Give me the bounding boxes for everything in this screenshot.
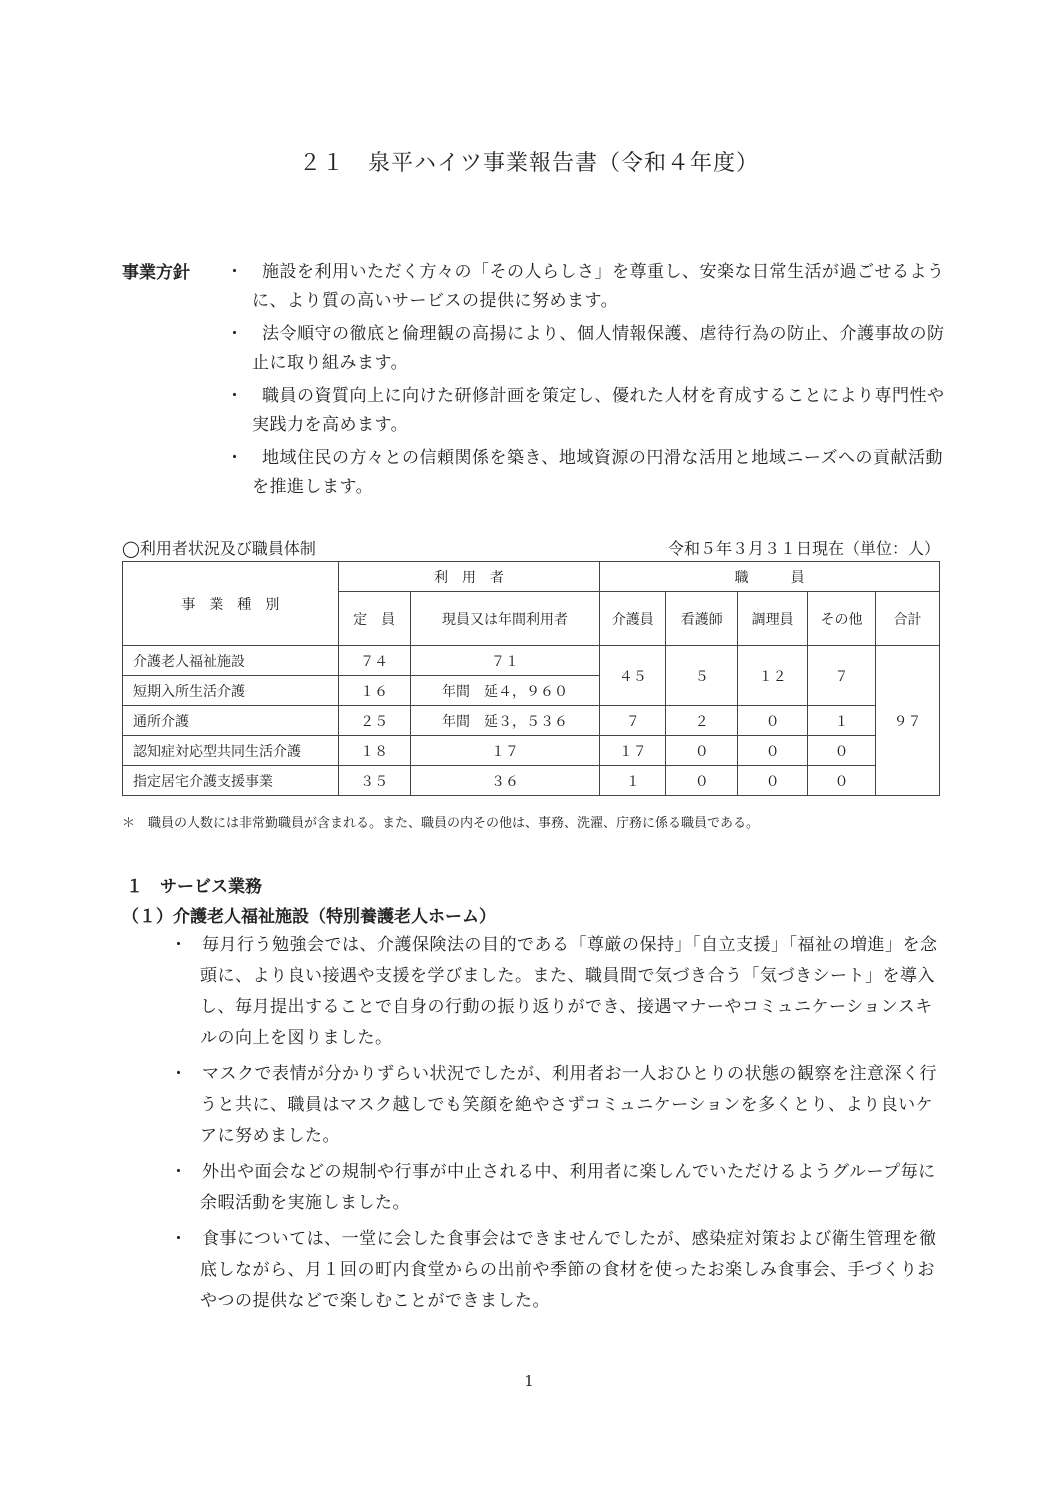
policy-list <box>226 258 946 506</box>
merged-caregiver: ４５ <box>600 646 666 706</box>
table-row: 通所介護 ２５ 年間 延３，５３６ ７ ２ ０ １ <box>123 706 940 736</box>
merged-nurse: ５ <box>666 646 738 706</box>
page-number: 1 <box>524 1372 534 1390</box>
table-row: 介護老人福祉施設 ７４ ７１ ４５ ５ １２ ７ ９７ <box>123 646 940 676</box>
table-row: 指定居宅介護支援事業 ３５ ３６ １ ０ ０ ０ <box>123 766 940 796</box>
table-date: 令和５年３月３１日現在（単位：人） <box>667 539 940 558</box>
bullet-icon: ・ <box>226 262 244 282</box>
bullet-icon: ・ <box>170 935 188 955</box>
service-item: ・ 外出や面会などの規制や行事が中止される中、利用者に楽しんでいただけるようグループ毎に余暇活動を実施しました。 <box>170 1157 945 1219</box>
policy-item: ・ 施設を利用いただく方々の「その人らしさ」を尊重し、安楽な日常生活が過ごせるように、より質の高いサービスの提供に努めます。 <box>226 258 946 316</box>
report-title: ２１ 泉平ハイツ事業報告書（令和４年度） <box>298 151 759 176</box>
table-row: 短期入所生活介護 １６ 年間 延４，９６０ <box>123 676 940 706</box>
bullet-icon: ・ <box>226 448 244 468</box>
service-item: ・ 食事については、一堂に会した食事会はできませんでしたが、感染症対策および衛生管理を徹底しながら、月１回の町内食堂からの出前や季節の食材を使ったお楽しみ食事会、手づくりおやつの提供などで楽しむことができました。 <box>170 1224 945 1317</box>
header-service-type: 事 業 種 別 <box>123 562 339 646</box>
bullet-icon: ・ <box>226 386 244 406</box>
header-nurse: 看護師 <box>666 592 738 646</box>
bullet-icon: ・ <box>170 1229 188 1249</box>
bullet-icon: ・ <box>170 1162 188 1182</box>
table-header-row <box>123 562 940 592</box>
policy-item: ・ 職員の資質向上に向けた研修計画を策定し、優れた人材を育成することにより専門性や実践力を高めます。 <box>226 382 946 440</box>
header-other: その他 <box>808 592 876 646</box>
table-row: 認知症対応型共同生活介護 １８ １７ １７ ０ ０ ０ <box>123 736 940 766</box>
subsection-heading: （１）介護老人福祉施設（特別養護老人ホーム） <box>122 907 496 927</box>
service-item: ・ マスクで表情が分かりずらい状況でしたが、利用者お一人おひとりの状態の観察を注意深く行うと共に、職員はマスク越しでも笑顔を絶やさずコミュニケーションを多くとり、より良いケアに努めました。 <box>170 1059 945 1152</box>
header-current: 現員又は年間利用者 <box>410 592 600 646</box>
merged-cook: １２ <box>738 646 808 706</box>
merged-other: ７ <box>808 646 876 706</box>
header-staff: 職 員 <box>600 562 940 592</box>
section-heading: １ サービス業務 <box>126 877 262 897</box>
bullet-icon: ・ <box>170 1064 188 1084</box>
table-caption: ◯利用者状況及び職員体制 <box>122 539 316 558</box>
bullet-icon: ・ <box>226 324 244 344</box>
total-cell: ９７ <box>876 646 940 796</box>
header-capacity: 定 員 <box>338 592 410 646</box>
policy-item: ・ 法令順守の徹底と倫理観の高揚により、個人情報保護、虐待行為の防止、介護事故の防止に取り組みます。 <box>226 320 946 378</box>
service-item: ・ 毎月行う勉強会では、介護保険法の目的である「尊厳の保持」「自立支援」「福祉の増進」を念頭に、より良い接遇や支援を学びました。また、職員間で気づき合う「気づきシート」を導入し、毎月提出することで自身の行動の振り返りができ、接遇マナーやコミュニケーションスキルの向上を図りました。 <box>170 930 945 1054</box>
header-total: 合計 <box>876 592 940 646</box>
header-cook: 調理員 <box>738 592 808 646</box>
table-footnote: ＊ 職員の人数には非常勤職員が含まれる。また、職員の内その他は、事務、洗濯、庁務に係る職員である。 <box>122 816 760 831</box>
service-list <box>170 930 945 1322</box>
policy-item: ・ 地域住民の方々との信頼関係を築き、地域資源の円滑な活用と地域ニーズへの貢献活動を推進します。 <box>226 444 946 502</box>
header-caregiver: 介護員 <box>600 592 666 646</box>
header-users: 利 用 者 <box>338 562 600 592</box>
status-table <box>122 561 940 796</box>
policy-label: 事業方針 <box>122 263 190 283</box>
